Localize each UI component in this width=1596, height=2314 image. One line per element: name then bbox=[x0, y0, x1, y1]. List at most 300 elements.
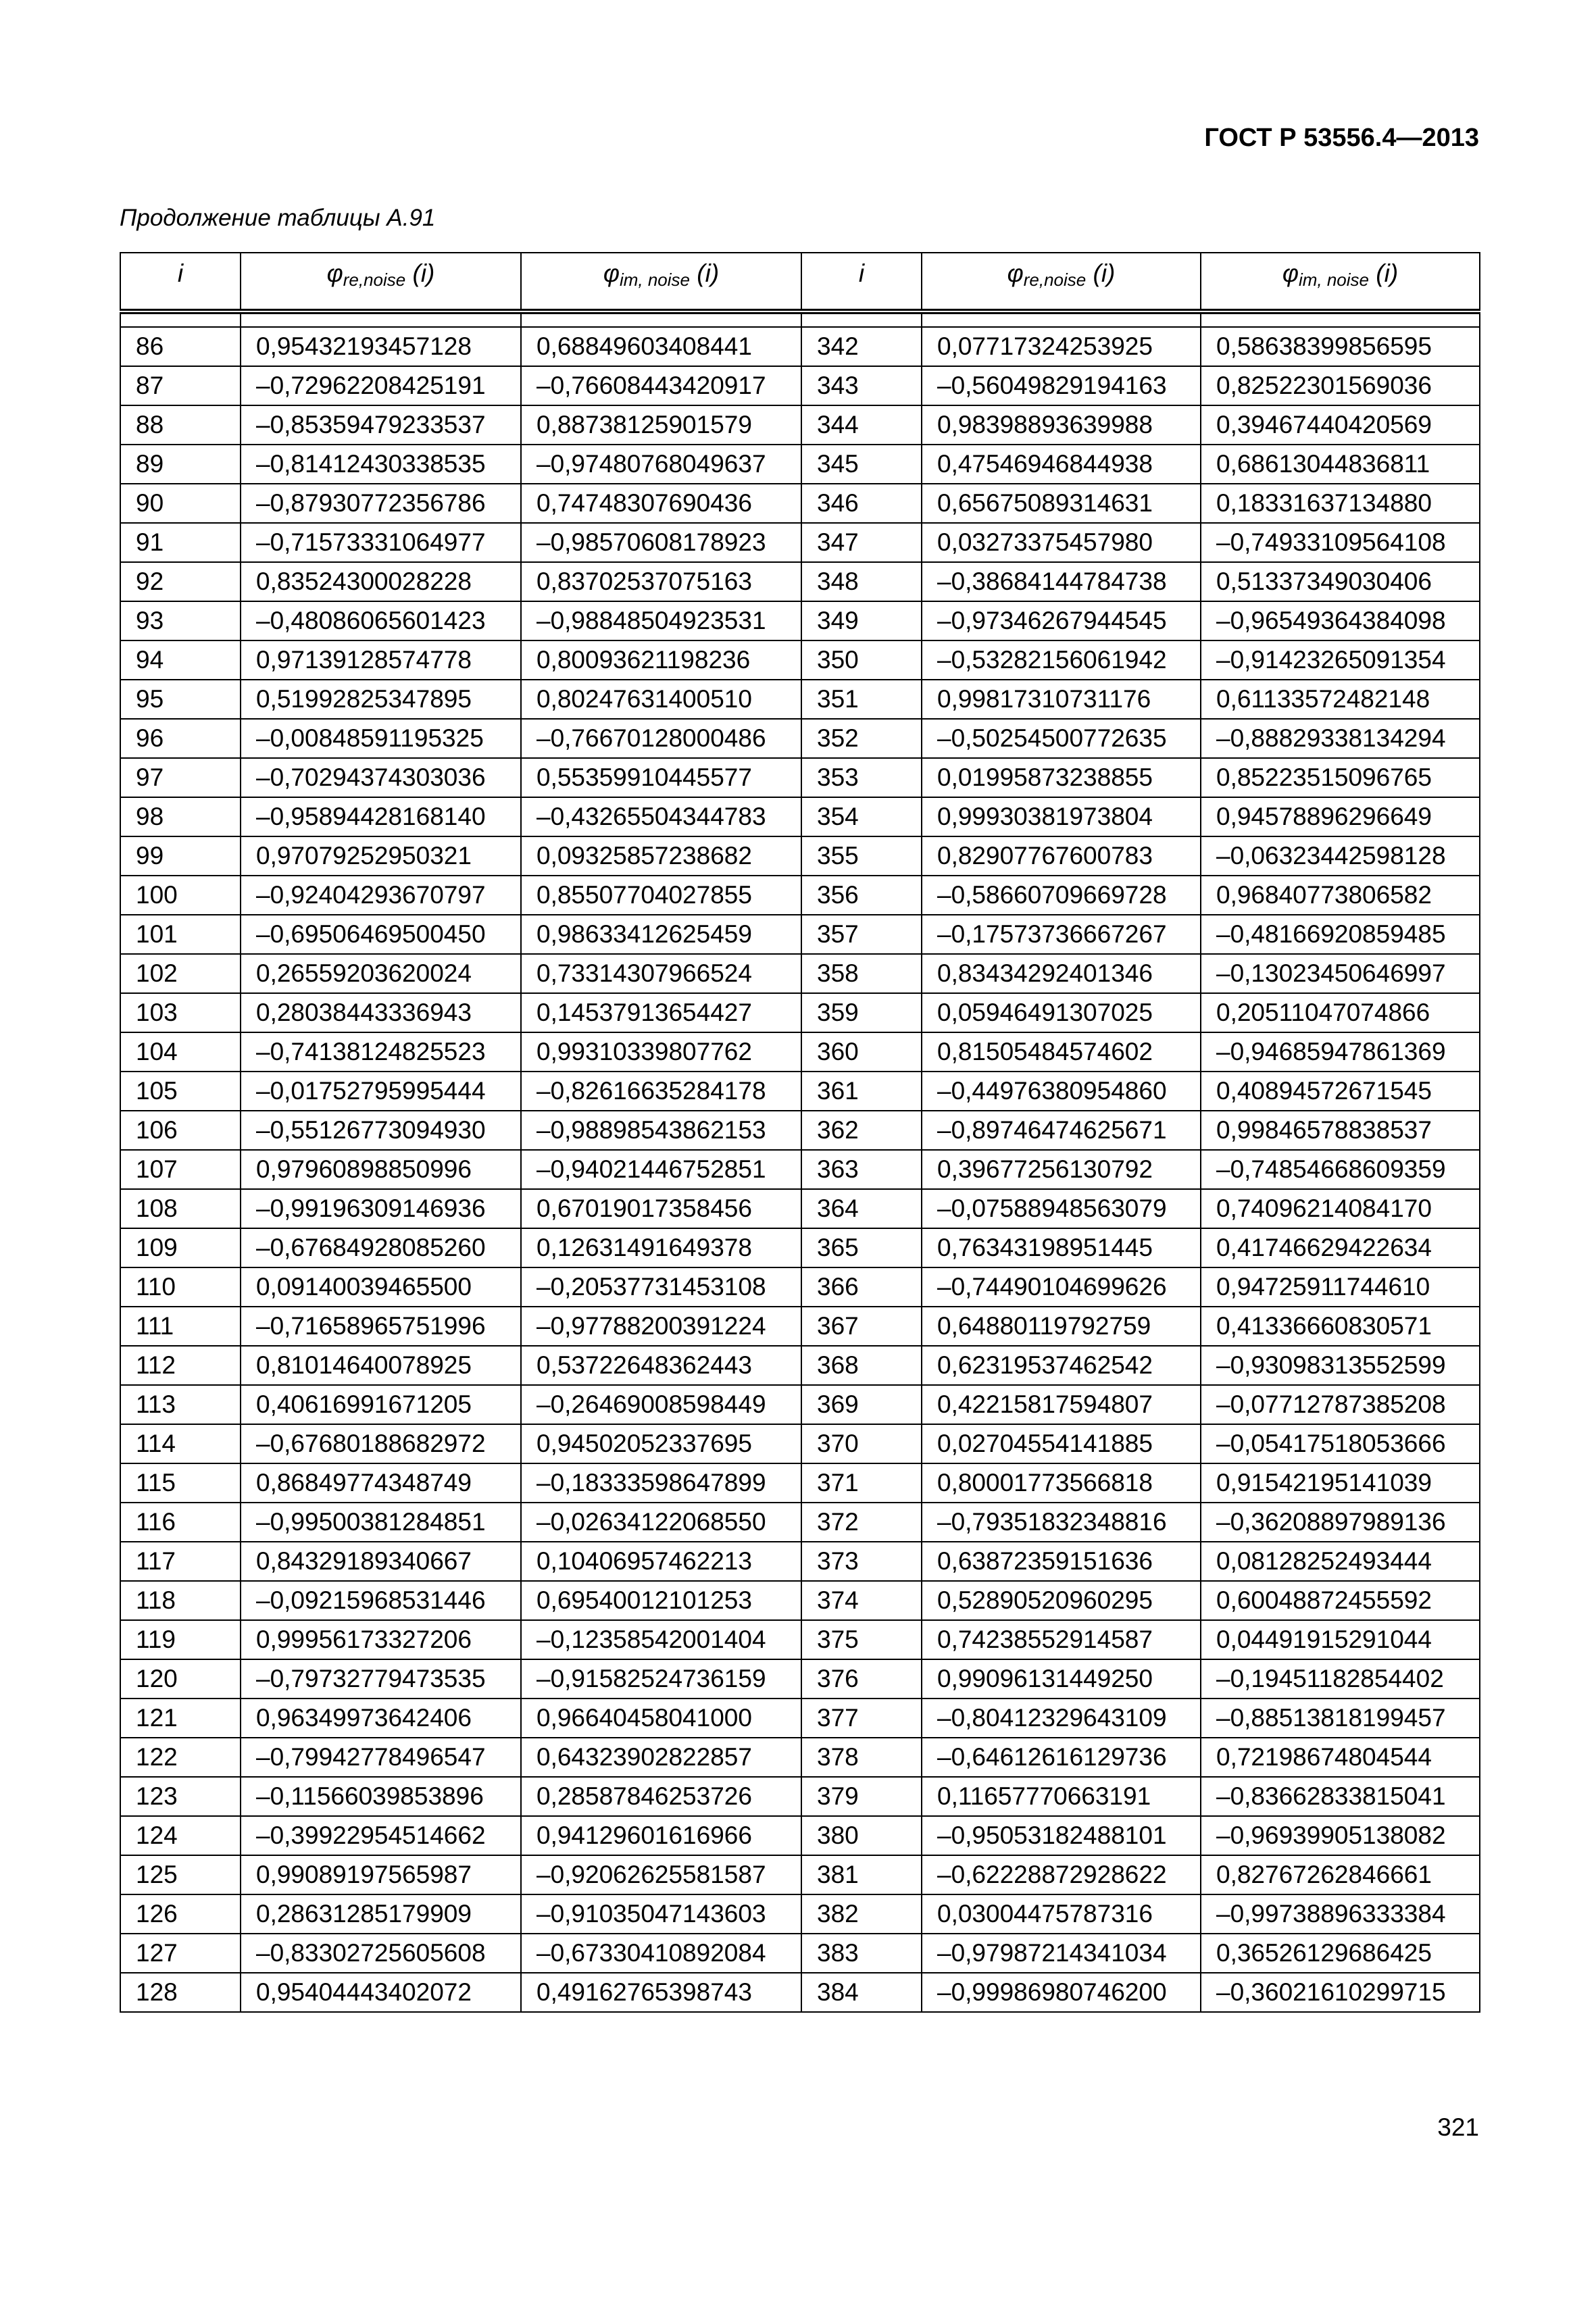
table-cell: –0,12358542001404 bbox=[521, 1620, 801, 1659]
standard-number: ГОСТ Р 53556.4—2013 bbox=[1204, 124, 1479, 152]
table-cell: 0,81505484574602 bbox=[922, 1032, 1201, 1072]
table-cell: 0,80247631400510 bbox=[521, 680, 801, 719]
table-cell: –0,69506469500450 bbox=[241, 915, 521, 954]
table-cell: 107 bbox=[120, 1150, 241, 1189]
header-argument: (i) bbox=[405, 259, 435, 287]
table-cell: 0,80093621198236 bbox=[521, 640, 801, 680]
table-cell: 0,53722648362443 bbox=[521, 1346, 801, 1385]
table-cell: 0,28587846253726 bbox=[521, 1777, 801, 1816]
table-cell: 347 bbox=[801, 523, 922, 562]
table-cell: 120 bbox=[120, 1659, 241, 1699]
table-row bbox=[120, 1934, 1480, 1973]
table-cell: 0,05946491307025 bbox=[922, 993, 1201, 1032]
table-cell: 119 bbox=[120, 1620, 241, 1659]
table-row bbox=[120, 1307, 1480, 1346]
table-cell: 0,65675089314631 bbox=[922, 484, 1201, 523]
table-cell: 348 bbox=[801, 562, 922, 601]
table-cell: –0,99738896333384 bbox=[1201, 1894, 1480, 1934]
table-cell: –0,99196309146936 bbox=[241, 1189, 521, 1228]
table-cell: –0,71573331064977 bbox=[241, 523, 521, 562]
table-cell: 122 bbox=[120, 1738, 241, 1777]
table-cell: –0,58660709669728 bbox=[922, 876, 1201, 915]
table-cell: 99 bbox=[120, 836, 241, 876]
table-cell: 0,99089197565987 bbox=[241, 1855, 521, 1894]
table-cell: –0,06323442598128 bbox=[1201, 836, 1480, 876]
table-cell: 0,96840773806582 bbox=[1201, 876, 1480, 915]
table-cell: –0,81412430338535 bbox=[241, 445, 521, 484]
table-cell: –0,82616635284178 bbox=[521, 1072, 801, 1111]
table-row bbox=[120, 562, 1480, 601]
table-cell: 112 bbox=[120, 1346, 241, 1385]
table-cell: 90 bbox=[120, 484, 241, 523]
table-cell: –0,96939905138082 bbox=[1201, 1816, 1480, 1855]
table-cell: 344 bbox=[801, 405, 922, 445]
header-subscript: im, noise bbox=[619, 270, 691, 290]
table-cell: 0,28038443336943 bbox=[241, 993, 521, 1032]
table-cell: 0,96640458041000 bbox=[521, 1699, 801, 1738]
table-cell: 0,86849774348749 bbox=[241, 1463, 521, 1503]
table-cell: 97 bbox=[120, 758, 241, 797]
table-row bbox=[120, 993, 1480, 1032]
table-cell: 0,14537913654427 bbox=[521, 993, 801, 1032]
table-row bbox=[120, 523, 1480, 562]
table-cell: 105 bbox=[120, 1072, 241, 1111]
table-cell: –0,97480768049637 bbox=[521, 445, 801, 484]
table-cell: –0,43265504344783 bbox=[521, 797, 801, 836]
table-cell: 346 bbox=[801, 484, 922, 523]
table-cell: –0,94021446752851 bbox=[521, 1150, 801, 1189]
table-cell: –0,72962208425191 bbox=[241, 366, 521, 405]
table-row bbox=[120, 1777, 1480, 1816]
table-cell: –0,67680188682972 bbox=[241, 1424, 521, 1463]
column-header bbox=[120, 253, 241, 311]
table-cell: 124 bbox=[120, 1816, 241, 1855]
table-cell: 380 bbox=[801, 1816, 922, 1855]
table-row bbox=[120, 915, 1480, 954]
table-cell: –0,55126773094930 bbox=[241, 1111, 521, 1150]
table-cell: 365 bbox=[801, 1228, 922, 1267]
table-cell: 0,01995873238855 bbox=[922, 758, 1201, 797]
table-cell: 369 bbox=[801, 1385, 922, 1424]
table-cell: 0,94502052337695 bbox=[521, 1424, 801, 1463]
table-cell: 87 bbox=[120, 366, 241, 405]
table-cell: 0,73314307966524 bbox=[521, 954, 801, 993]
table-cell: 345 bbox=[801, 445, 922, 484]
table-cell: 94 bbox=[120, 640, 241, 680]
table-cell: 0,60048872455592 bbox=[1201, 1581, 1480, 1620]
table-cell: 0,63872359151636 bbox=[922, 1542, 1201, 1581]
table-cell: –0,99986980746200 bbox=[922, 1973, 1201, 2012]
table-cell: –0,97788200391224 bbox=[521, 1307, 801, 1346]
table-cell: –0,05417518053666 bbox=[1201, 1424, 1480, 1463]
table-cell: –0,79942778496547 bbox=[241, 1738, 521, 1777]
table-cell: 91 bbox=[120, 523, 241, 562]
table-cell: 0,55359910445577 bbox=[521, 758, 801, 797]
table-cell: –0,39922954514662 bbox=[241, 1816, 521, 1855]
separator-cell bbox=[120, 311, 241, 327]
table-cell: 372 bbox=[801, 1503, 922, 1542]
table-cell: –0,01752795995444 bbox=[241, 1072, 521, 1111]
table-cell: 0,40616991671205 bbox=[241, 1385, 521, 1424]
header-symbol: φ bbox=[1282, 259, 1299, 287]
table-cell: –0,00848591195325 bbox=[241, 719, 521, 758]
table-cell: 89 bbox=[120, 445, 241, 484]
table-cell: 366 bbox=[801, 1267, 922, 1307]
table-cell: 0,74748307690436 bbox=[521, 484, 801, 523]
table-cell: –0,70294374303036 bbox=[241, 758, 521, 797]
table-row bbox=[120, 327, 1480, 366]
table-cell: 0,26559203620024 bbox=[241, 954, 521, 993]
table-cell: 357 bbox=[801, 915, 922, 954]
table-cell: 358 bbox=[801, 954, 922, 993]
table-cell: 0,49162765398743 bbox=[521, 1973, 801, 2012]
table-cell: –0,11566039853896 bbox=[241, 1777, 521, 1816]
table-cell: –0,97346267944545 bbox=[922, 601, 1201, 640]
table-cell: 343 bbox=[801, 366, 922, 405]
table-cell: 373 bbox=[801, 1542, 922, 1581]
table-row bbox=[120, 680, 1480, 719]
table-row bbox=[120, 1699, 1480, 1738]
table-cell: 0,76343198951445 bbox=[922, 1228, 1201, 1267]
column-header bbox=[521, 253, 801, 311]
header-argument: (i) bbox=[690, 259, 720, 287]
table-cell: 92 bbox=[120, 562, 241, 601]
table-cell: 98 bbox=[120, 797, 241, 836]
table-cell: –0,95053182488101 bbox=[922, 1816, 1201, 1855]
table-cell: –0,99500381284851 bbox=[241, 1503, 521, 1542]
table-cell: 0,07717324253925 bbox=[922, 327, 1201, 366]
table-row bbox=[120, 1385, 1480, 1424]
table-cell: 0,28631285179909 bbox=[241, 1894, 521, 1934]
table-cell: 0,42215817594807 bbox=[922, 1385, 1201, 1424]
table-cell: 0,98398893639988 bbox=[922, 405, 1201, 445]
table-row bbox=[120, 1150, 1480, 1189]
table-cell: 103 bbox=[120, 993, 241, 1032]
table-cell: 0,09140039465500 bbox=[241, 1267, 521, 1307]
column-header bbox=[922, 253, 1201, 311]
table-cell: 0,68613044836811 bbox=[1201, 445, 1480, 484]
table-cell: –0,98848504923531 bbox=[521, 601, 801, 640]
header-argument: (i) bbox=[1369, 259, 1399, 287]
table-cell: –0,36208897989136 bbox=[1201, 1503, 1480, 1542]
table-cell: 0,39467440420569 bbox=[1201, 405, 1480, 445]
table-cell: 381 bbox=[801, 1855, 922, 1894]
header-symbol: φ bbox=[1007, 259, 1024, 287]
table-cell: 376 bbox=[801, 1659, 922, 1699]
table-cell: 110 bbox=[120, 1267, 241, 1307]
table-cell: 127 bbox=[120, 1934, 241, 1973]
table-row bbox=[120, 1659, 1480, 1699]
table-cell: –0,80412329643109 bbox=[922, 1699, 1201, 1738]
table-cell: 0,20511047074866 bbox=[1201, 993, 1480, 1032]
separator-cell bbox=[922, 311, 1201, 327]
table-cell: 96 bbox=[120, 719, 241, 758]
table-cell: 0,82767262846661 bbox=[1201, 1855, 1480, 1894]
table-cell: 0,83702537075163 bbox=[521, 562, 801, 601]
table-row bbox=[120, 445, 1480, 484]
table-cell: –0,94685947861369 bbox=[1201, 1032, 1480, 1072]
table-cell: –0,48086065601423 bbox=[241, 601, 521, 640]
table-cell: 104 bbox=[120, 1032, 241, 1072]
table-cell: 361 bbox=[801, 1072, 922, 1111]
table-cell: 383 bbox=[801, 1934, 922, 1973]
table-cell: 356 bbox=[801, 876, 922, 915]
table-cell: –0,74854668609359 bbox=[1201, 1150, 1480, 1189]
table-cell: –0,38684144784738 bbox=[922, 562, 1201, 601]
table-cell: 0,69540012101253 bbox=[521, 1581, 801, 1620]
table-cell: 0,97139128574778 bbox=[241, 640, 521, 680]
table-row bbox=[120, 876, 1480, 915]
table-cell: –0,92404293670797 bbox=[241, 876, 521, 915]
table-header-row bbox=[120, 253, 1480, 311]
table-cell: 0,94725911744610 bbox=[1201, 1267, 1480, 1307]
table-cell: 0,41336660830571 bbox=[1201, 1307, 1480, 1346]
table-cell: 367 bbox=[801, 1307, 922, 1346]
table-cell: –0,88513818199457 bbox=[1201, 1699, 1480, 1738]
table-cell: 359 bbox=[801, 993, 922, 1032]
table-cell: 360 bbox=[801, 1032, 922, 1072]
separator-cell bbox=[521, 311, 801, 327]
table-cell: 0,98633412625459 bbox=[521, 915, 801, 954]
table-cell: 349 bbox=[801, 601, 922, 640]
header-symbol: i bbox=[177, 259, 184, 287]
table-cell: 0,94578896296649 bbox=[1201, 797, 1480, 836]
table-cell: –0,74933109564108 bbox=[1201, 523, 1480, 562]
table-row bbox=[120, 954, 1480, 993]
table-cell: 363 bbox=[801, 1150, 922, 1189]
table-cell: 0,64880119792759 bbox=[922, 1307, 1201, 1346]
column-header bbox=[241, 253, 521, 311]
table-row bbox=[120, 601, 1480, 640]
table-cell: 128 bbox=[120, 1973, 241, 2012]
table-cell: 0,58638399856595 bbox=[1201, 327, 1480, 366]
table-cell: –0,83302725605608 bbox=[241, 1934, 521, 1973]
table-cell: 378 bbox=[801, 1738, 922, 1777]
table-cell: –0,07588948563079 bbox=[922, 1189, 1201, 1228]
table-cell: –0,91582524736159 bbox=[521, 1659, 801, 1699]
table-cell: –0,76670128000486 bbox=[521, 719, 801, 758]
table-cell: 351 bbox=[801, 680, 922, 719]
table-cell: –0,74490104699626 bbox=[922, 1267, 1201, 1307]
header-symbol: φ bbox=[326, 259, 343, 287]
table-cell: 0,09325857238682 bbox=[521, 836, 801, 876]
table-cell: –0,09215968531446 bbox=[241, 1581, 521, 1620]
table-cell: 118 bbox=[120, 1581, 241, 1620]
table-row bbox=[120, 836, 1480, 876]
table-cell: –0,18333598647899 bbox=[521, 1463, 801, 1503]
table-cell: 377 bbox=[801, 1699, 922, 1738]
table-cell: 370 bbox=[801, 1424, 922, 1463]
table-cell: 125 bbox=[120, 1855, 241, 1894]
table-row bbox=[120, 366, 1480, 405]
table-cell: –0,07712787385208 bbox=[1201, 1385, 1480, 1424]
table-cell: 0,11657770663191 bbox=[922, 1777, 1201, 1816]
table-cell: –0,91035047143603 bbox=[521, 1894, 801, 1934]
table-cell: 364 bbox=[801, 1189, 922, 1228]
table-cell: 93 bbox=[120, 601, 241, 640]
table-row bbox=[120, 484, 1480, 523]
table-cell: –0,83662833815041 bbox=[1201, 1777, 1480, 1816]
table-cell: 86 bbox=[120, 327, 241, 366]
table-row bbox=[120, 1738, 1480, 1777]
table-cell: 0,64323902822857 bbox=[521, 1738, 801, 1777]
table-row bbox=[120, 1463, 1480, 1503]
table-cell: 0,61133572482148 bbox=[1201, 680, 1480, 719]
table-cell: –0,97987214341034 bbox=[922, 1934, 1201, 1973]
table-cell: 0,47546946844938 bbox=[922, 445, 1201, 484]
table-cell: 0,18331637134880 bbox=[1201, 484, 1480, 523]
table-row bbox=[120, 719, 1480, 758]
table-cell: 88 bbox=[120, 405, 241, 445]
table-cell: –0,87930772356786 bbox=[241, 484, 521, 523]
table-cell: –0,50254500772635 bbox=[922, 719, 1201, 758]
table-cell: 0,83434292401346 bbox=[922, 954, 1201, 993]
header-subscript: im, noise bbox=[1298, 270, 1370, 290]
table-cell: 375 bbox=[801, 1620, 922, 1659]
table-cell: 114 bbox=[120, 1424, 241, 1463]
table-cell: 0,40894572671545 bbox=[1201, 1072, 1480, 1111]
table-row bbox=[120, 1424, 1480, 1463]
table-cell: –0,79351832348816 bbox=[922, 1503, 1201, 1542]
table-cell: 0,96349973642406 bbox=[241, 1699, 521, 1738]
table-cell: 106 bbox=[120, 1111, 241, 1150]
data-table bbox=[120, 252, 1480, 2013]
table-cell: –0,62228872928622 bbox=[922, 1855, 1201, 1894]
page-number: 321 bbox=[1437, 2113, 1479, 2141]
table-cell: –0,64612616129736 bbox=[922, 1738, 1201, 1777]
table-cell: –0,53282156061942 bbox=[922, 640, 1201, 680]
table-row bbox=[120, 1267, 1480, 1307]
table-row bbox=[120, 758, 1480, 797]
header-symbol: i bbox=[858, 259, 865, 287]
table-cell: 100 bbox=[120, 876, 241, 915]
table-row bbox=[120, 405, 1480, 445]
table-cell: 0,99096131449250 bbox=[922, 1659, 1201, 1699]
table-row bbox=[120, 1346, 1480, 1385]
table-cell: 0,12631491649378 bbox=[521, 1228, 801, 1267]
table-row bbox=[120, 1032, 1480, 1072]
header-symbol: φ bbox=[603, 259, 620, 287]
table-cell: –0,19451182854402 bbox=[1201, 1659, 1480, 1699]
table-cell: –0,98898543862153 bbox=[521, 1111, 801, 1150]
table-cell: 0,85223515096765 bbox=[1201, 758, 1480, 797]
table-cell: 95 bbox=[120, 680, 241, 719]
table-cell: 0,88738125901579 bbox=[521, 405, 801, 445]
table-cell: 0,80001773566818 bbox=[922, 1463, 1201, 1503]
table-row bbox=[120, 1973, 1480, 2012]
table-cell: 0,99310339807762 bbox=[521, 1032, 801, 1072]
table-cell: 0,03004475787316 bbox=[922, 1894, 1201, 1934]
table-cell: 0,83524300028228 bbox=[241, 562, 521, 601]
table-row bbox=[120, 1816, 1480, 1855]
table-row bbox=[120, 1894, 1480, 1934]
table-cell: 353 bbox=[801, 758, 922, 797]
table-cell: –0,67684928085260 bbox=[241, 1228, 521, 1267]
table-row bbox=[120, 1581, 1480, 1620]
table-cell: –0,48166920859485 bbox=[1201, 915, 1480, 954]
table-cell: –0,56049829194163 bbox=[922, 366, 1201, 405]
table-cell: 371 bbox=[801, 1463, 922, 1503]
table-cell: 0,81014640078925 bbox=[241, 1346, 521, 1385]
table-cell: 113 bbox=[120, 1385, 241, 1424]
table-cell: –0,79732779473535 bbox=[241, 1659, 521, 1699]
table-row bbox=[120, 1542, 1480, 1581]
table-row bbox=[120, 1111, 1480, 1150]
header-separator-row bbox=[120, 311, 1480, 327]
table-cell: 0,03273375457980 bbox=[922, 523, 1201, 562]
separator-cell bbox=[241, 311, 521, 327]
table-cell: 0,82522301569036 bbox=[1201, 366, 1480, 405]
separator-cell bbox=[801, 311, 922, 327]
table-cell: –0,17573736667267 bbox=[922, 915, 1201, 954]
table-cell: 355 bbox=[801, 836, 922, 876]
table-row bbox=[120, 640, 1480, 680]
table-cell: –0,98570608178923 bbox=[521, 523, 801, 562]
table-cell: –0,13023450646997 bbox=[1201, 954, 1480, 993]
table-cell: 121 bbox=[120, 1699, 241, 1738]
table-cell: 0,72198674804544 bbox=[1201, 1738, 1480, 1777]
table-cell: 374 bbox=[801, 1581, 922, 1620]
table-cell: –0,20537731453108 bbox=[521, 1267, 801, 1307]
table-cell: –0,96549364384098 bbox=[1201, 601, 1480, 640]
table-cell: 117 bbox=[120, 1542, 241, 1581]
table-cell: –0,85359479233537 bbox=[241, 405, 521, 445]
table-cell: 0,51992825347895 bbox=[241, 680, 521, 719]
table-cell: –0,67330410892084 bbox=[521, 1934, 801, 1973]
table-cell: 0,36526129686425 bbox=[1201, 1934, 1480, 1973]
table-row bbox=[120, 1503, 1480, 1542]
table-cell: –0,71658965751996 bbox=[241, 1307, 521, 1346]
table-cell: 126 bbox=[120, 1894, 241, 1934]
table-row bbox=[120, 1228, 1480, 1267]
table-cell: 116 bbox=[120, 1503, 241, 1542]
column-header bbox=[1201, 253, 1480, 311]
table-cell: 0,74096214084170 bbox=[1201, 1189, 1480, 1228]
table-cell: –0,88829338134294 bbox=[1201, 719, 1480, 758]
table-cell: 0,02704554141885 bbox=[922, 1424, 1201, 1463]
table-cell: 0,10406957462213 bbox=[521, 1542, 801, 1581]
table-cell: 0,74238552914587 bbox=[922, 1620, 1201, 1659]
table-cell: 0,99930381973804 bbox=[922, 797, 1201, 836]
table-cell: 0,99817310731176 bbox=[922, 680, 1201, 719]
table-cell: 0,41746629422634 bbox=[1201, 1228, 1480, 1267]
header-subscript: re,noise bbox=[343, 270, 406, 290]
table-cell: 0,82907767600783 bbox=[922, 836, 1201, 876]
table-caption: Продолжение таблицы А.91 bbox=[120, 205, 436, 231]
table-cell: 101 bbox=[120, 915, 241, 954]
table-cell: 0,67019017358456 bbox=[521, 1189, 801, 1228]
table-cell: 0,39677256130792 bbox=[922, 1150, 1201, 1189]
table-cell: 342 bbox=[801, 327, 922, 366]
table-row bbox=[120, 1072, 1480, 1111]
table-cell: 0,95404443402072 bbox=[241, 1973, 521, 2012]
table-cell: 362 bbox=[801, 1111, 922, 1150]
table-cell: 379 bbox=[801, 1777, 922, 1816]
table-cell: –0,92062625581587 bbox=[521, 1855, 801, 1894]
table-cell: 0,91542195141039 bbox=[1201, 1463, 1480, 1503]
table-cell: –0,93098313552599 bbox=[1201, 1346, 1480, 1385]
header-subscript: re,noise bbox=[1023, 270, 1087, 290]
table-row bbox=[120, 1855, 1480, 1894]
table-cell: 0,84329189340667 bbox=[241, 1542, 521, 1581]
table-cell: 115 bbox=[120, 1463, 241, 1503]
table-cell: 0,62319537462542 bbox=[922, 1346, 1201, 1385]
separator-cell bbox=[1201, 311, 1480, 327]
table-cell: –0,91423265091354 bbox=[1201, 640, 1480, 680]
header-argument: (i) bbox=[1086, 259, 1116, 287]
table-cell: –0,95894428168140 bbox=[241, 797, 521, 836]
table-row bbox=[120, 1189, 1480, 1228]
